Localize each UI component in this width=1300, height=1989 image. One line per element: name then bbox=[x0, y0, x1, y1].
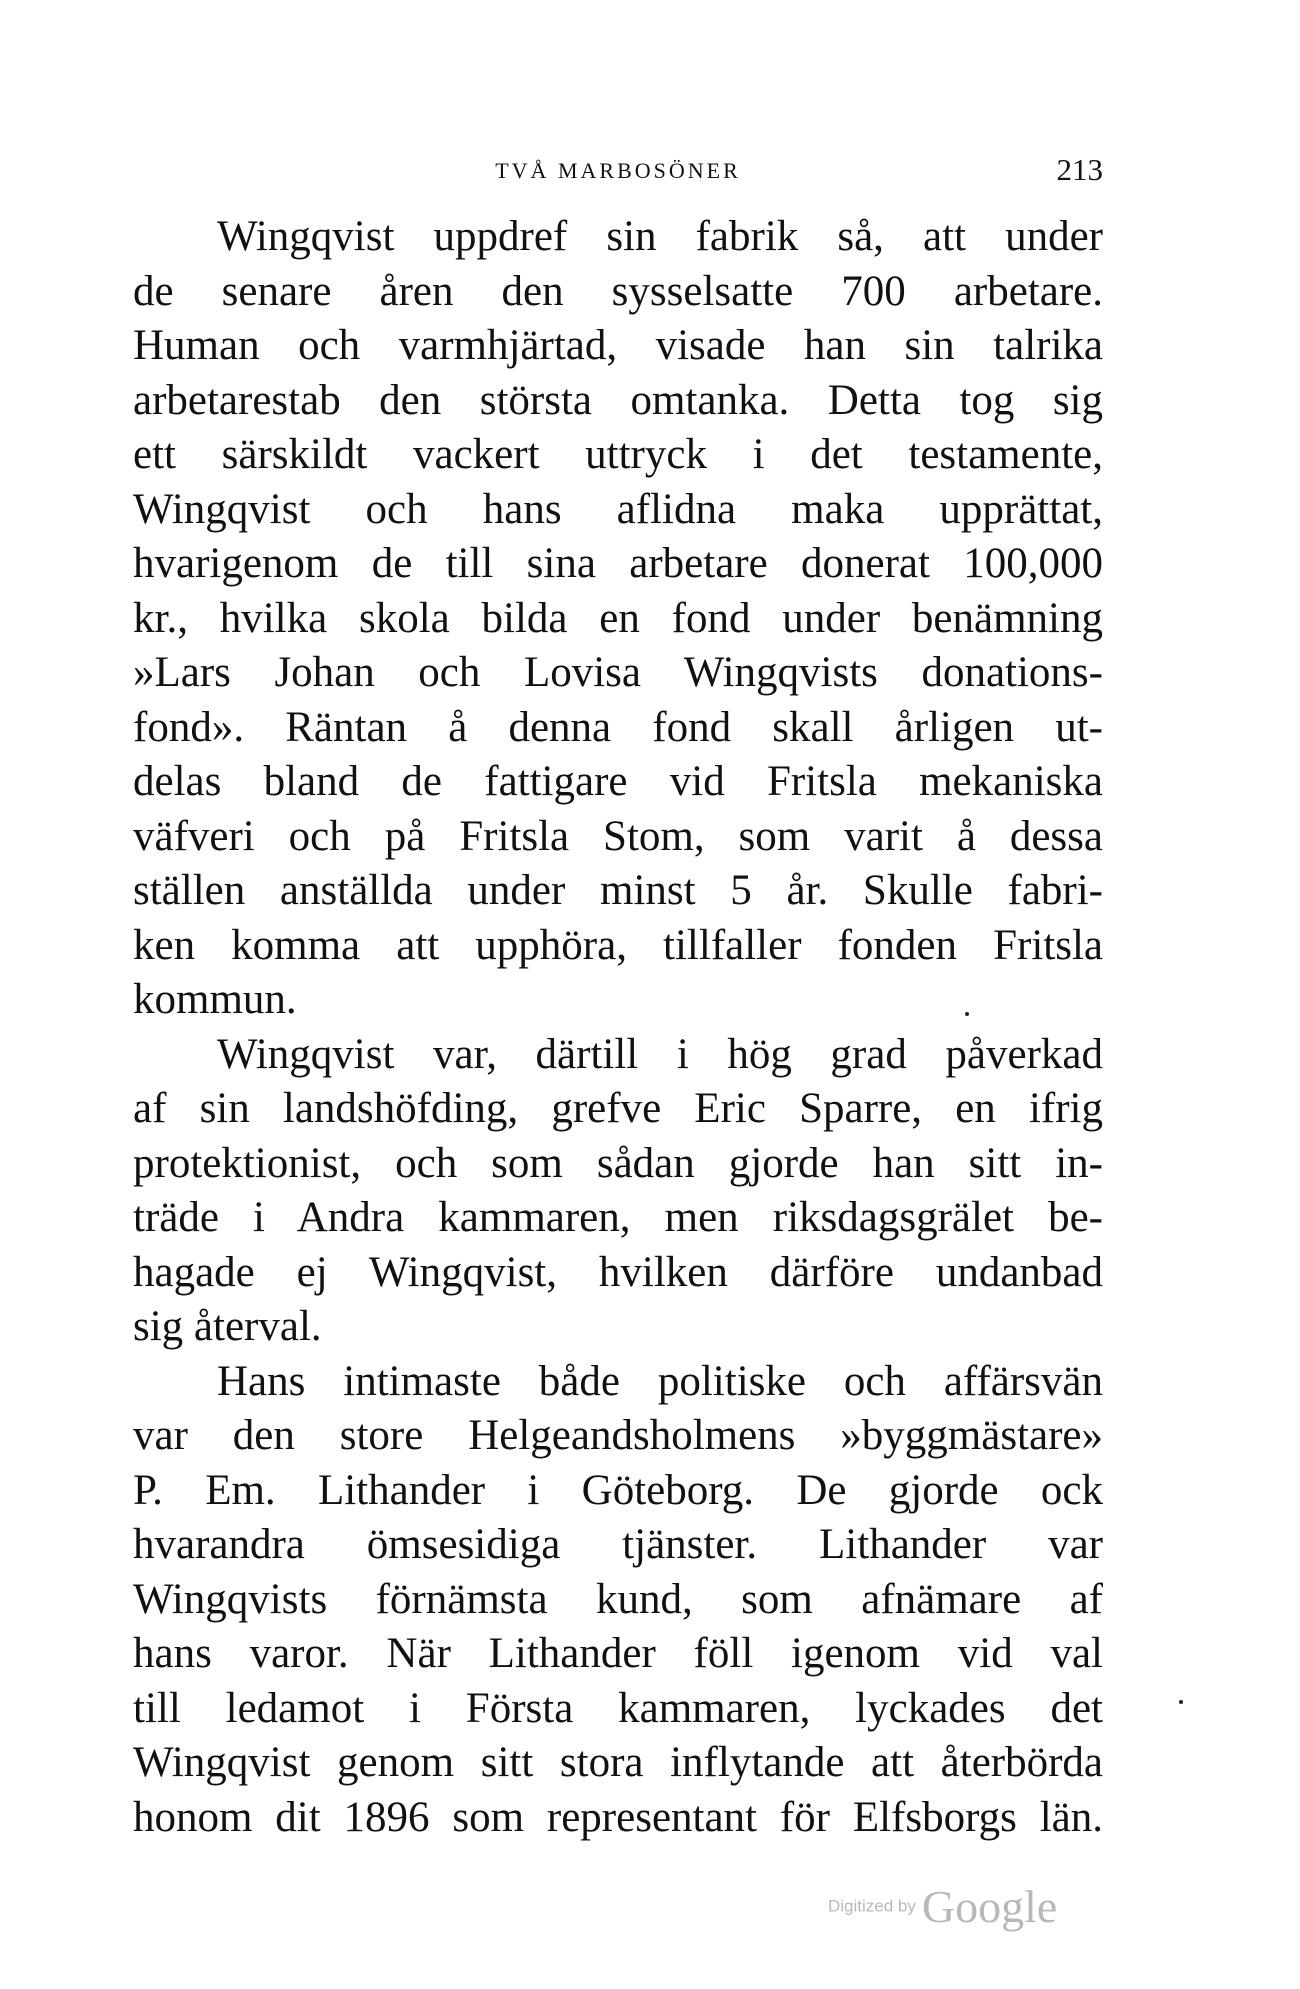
body-text bbox=[133, 210, 1103, 1845]
text-line: de senare åren den sysselsatte 700 arbetare. bbox=[133, 267, 1103, 315]
running-title: TVÅ MARBOSÖNER bbox=[495, 158, 741, 183]
print-speck bbox=[965, 1012, 969, 1016]
text-line: ställen anställda under minst 5 år. Skulle fabri- bbox=[133, 867, 1103, 914]
text-line: Human och varmhjärtad, visade han sin talrika bbox=[133, 322, 1103, 369]
watermark-brand: Google bbox=[921, 1881, 1058, 1932]
text-line: Wingqvists förnämsta kund, som afnämare af bbox=[133, 1575, 1103, 1623]
text-line: väfveri och på Fritsla Stom, som varit å dessa bbox=[133, 812, 1103, 860]
text-line: träde i Andra kammaren, men riksdagsgrälet be- bbox=[133, 1194, 1103, 1241]
text-line: kommun. bbox=[133, 976, 297, 1023]
text-line: ett särskildt vackert uttryck i det testamente, bbox=[133, 431, 1103, 478]
text-line: Wingqvist och hans aflidna maka upprättat, bbox=[133, 485, 1103, 533]
text-line: till ledamot i Första kammaren, lyckades det bbox=[133, 1684, 1103, 1732]
text-line: »Lars Johan och Lovisa Wingqvists donations- bbox=[133, 649, 1103, 696]
text-line: hans varor. När Lithander föll igenom vid val bbox=[133, 1630, 1103, 1677]
text-line: var den store Helgeandsholmens »byggmästare» bbox=[133, 1412, 1103, 1459]
digitized-by-watermark bbox=[828, 1880, 1057, 1933]
text-line: Wingqvist genom sitt stora inflytande att återbörda bbox=[133, 1739, 1103, 1786]
text-line: Hans intimaste både politiske och affärsvän bbox=[217, 1357, 1103, 1405]
text-line: sig återval. bbox=[133, 1303, 322, 1350]
text-line: hagade ej Wingqvist, hvilken därföre undanbad bbox=[133, 1248, 1103, 1296]
text-line: Wingqvist uppdref sin fabrik så, att under bbox=[217, 213, 1103, 260]
text-line: hvarandra ömsesidiga tjänster. Lithander var bbox=[133, 1521, 1103, 1568]
print-speck bbox=[1179, 1700, 1183, 1704]
text-line: arbetarestab den största omtanka. Detta tog sig bbox=[133, 376, 1103, 424]
text-line: Wingqvist var, därtill i hög grad påverkad bbox=[217, 1030, 1103, 1078]
text-line: hvarigenom de till sina arbetare donerat 100,000 bbox=[133, 540, 1103, 587]
text-line: fond». Räntan å denna fond skall årligen ut- bbox=[133, 703, 1103, 751]
page-number: 213 bbox=[1056, 152, 1103, 187]
text-line: delas bland de fattigare vid Fritsla mekaniska bbox=[133, 758, 1103, 805]
text-line: kr., hvilka skola bilda en fond under benämning bbox=[133, 594, 1103, 642]
text-line: ken komma att upphöra, tillfaller fonden Fritsla bbox=[133, 921, 1103, 969]
watermark-prefix: Digitized by bbox=[828, 1896, 916, 1916]
text-line: P. Em. Lithander i Göteborg. De gjorde ock bbox=[133, 1466, 1103, 1514]
text-line: af sin landshöfding, grefve Eric Sparre, en ifrig bbox=[133, 1085, 1103, 1132]
text-line: protektionist, och som sådan gjorde han sitt in- bbox=[133, 1139, 1103, 1187]
text-line: honom dit 1896 som representant för Elfsborgs län. bbox=[133, 1793, 1103, 1841]
running-head bbox=[133, 150, 1103, 190]
